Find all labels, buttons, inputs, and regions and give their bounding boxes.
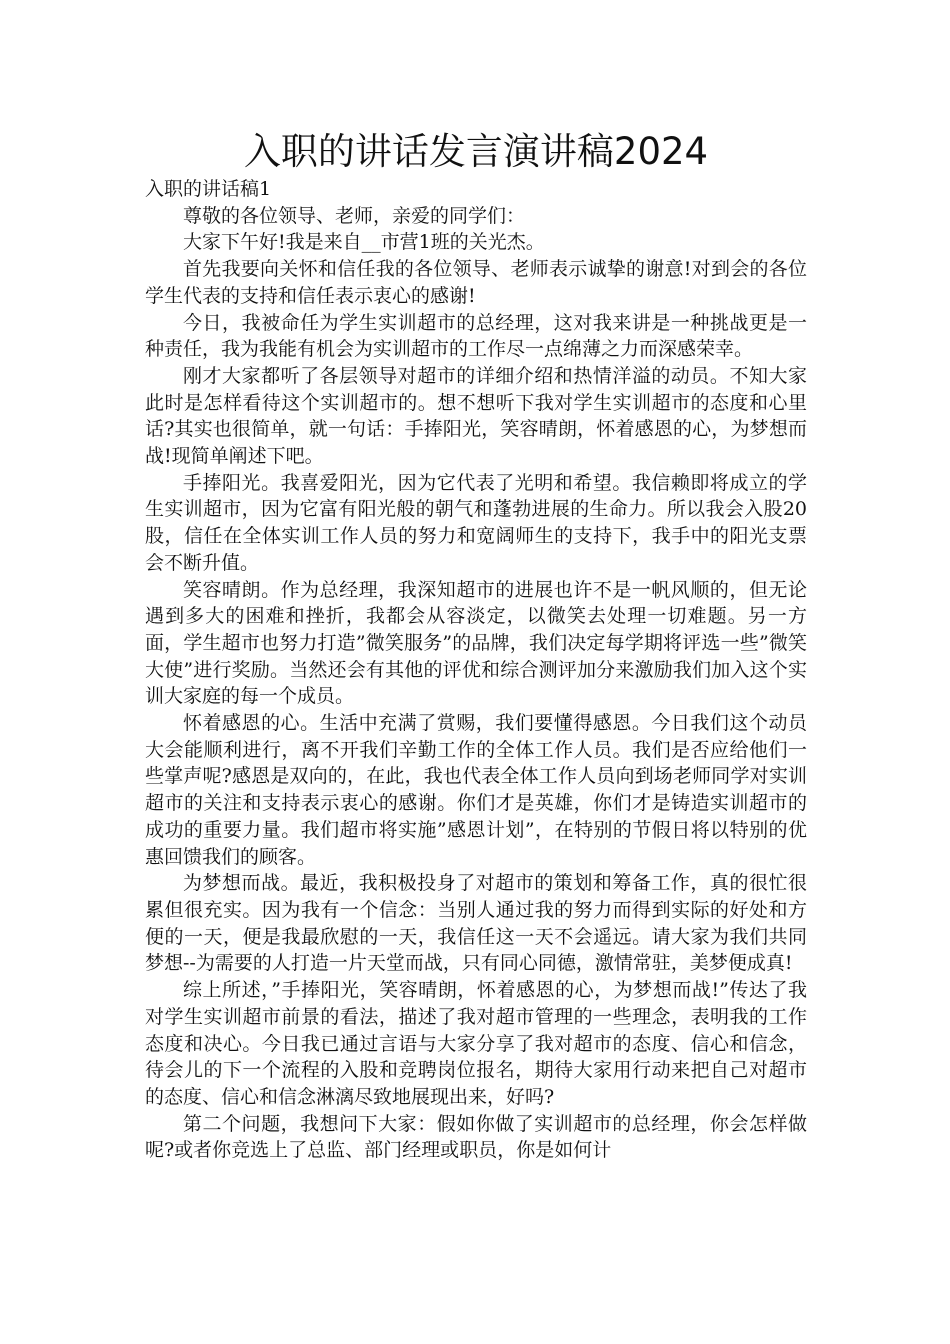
paragraph: 综上所述，”手捧阳光，笑容晴朗，怀着感恩的心，为梦想而战!”传达了我对学生实训超市前景的看法，描述了我对超市管理的一些理念，表明我的工作态度和决心。今日我已通过言语与大家分享了我对超市的态度、信心和信念，待会儿的下一个流程的入股和竞聘岗位报名，期待大家用行动来把自己对超市的态度、信心和信念淋漓尽致地展现出来，好吗?: [145, 979, 807, 1108]
paragraph: 手捧阳光。我喜爱阳光，因为它代表了光明和希望。我信赖即将成立的学生实训超市，因为它富有阳光般的朝气和蓬勃进展的生命力。所以我会入股20股，信任在全体实训工作人员的努力和宽阔师生的支持下，我手中的阳光支票会不断升值。: [145, 471, 807, 574]
paragraph: 大家下午好!我是来自__市营1班的关光杰。: [183, 231, 545, 254]
section-heading: 入职的讲话稿1: [145, 178, 272, 200]
paragraph: 笑容晴朗。作为总经理，我深知超市的进展也许不是一帆风顺的，但无论遇到多大的困难和挫折，我都会从容淡定，以微笑去处理一切难题。另一方面，学生超市也努力打造”微笑服务”的品牌，我们决定每学期将评选一些”微笑大使”进行奖励。当然还会有其他的评优和综合测评加分来激励我们加入这个实训大家庭的每一个成员。: [145, 578, 807, 708]
document-page: [145, 128, 807, 1164]
paragraph: 尊敬的各位领导、老师，亲爱的同学们：: [183, 204, 526, 227]
paragraph: 怀着感恩的心。生活中充满了赏赐，我们要懂得感恩。今日我们这个动员大会能顺利进行，离不开我们辛勤工作的全体工作人员。我们是否应给他们一些掌声呢?感恩是双向的，在此，我也代表全体工作人员向到场老师同学对实训超市的关注和支持表示衷心的感谢。你们才是英雄，你们才是铸造实训超市的成功的重要力量。我们超市将实施”感恩计划”，在特别的节假日将以特别的优惠回馈我们的顾客。: [145, 712, 807, 868]
paragraph: 第二个问题，我想问下大家：假如你做了实训超市的总经理，你会怎样做呢?或者你竞选上了总监、部门经理或职员，你是如何计: [145, 1112, 807, 1162]
paragraph: 刚才大家都听了各层领导对超市的详细介绍和热情洋溢的动员。不知大家此时是怎样看待这个实训超市的。想不想听下我对学生实训超市的态度和心里话?其实也很简单，就一句话：手捧阳光，笑容晴朗，怀着感恩的心，为梦想而战!现简单阐述下吧。: [145, 364, 807, 468]
paragraph: 为梦想而战。最近，我积极投身了对超市的策划和筹备工作，真的很忙很累但很充实。因为我有一个信念：当别人通过我的努力而得到实际的好处和方便的一天，便是我最欣慰的一天，我信任这一天不会遥远。请大家为我们共同梦想--为需要的人打造一片天堂而战，只有同心同德，激情常驻，美梦便成真!: [145, 872, 807, 975]
paragraph: 首先我要向关怀和信任我的各位领导、老师表示诚挚的谢意!对到会的各位学生代表的支持和信任表示衷心的感谢!: [145, 258, 807, 307]
paragraph: 今日，我被命任为学生实训超市的总经理，这对我来讲是一种挑战更是一种责任，我为我能有机会为实训超市的工作尽一点绵薄之力而深感荣幸。: [145, 311, 807, 361]
document-title: 入职的讲话发言演讲稿2024: [243, 130, 709, 173]
